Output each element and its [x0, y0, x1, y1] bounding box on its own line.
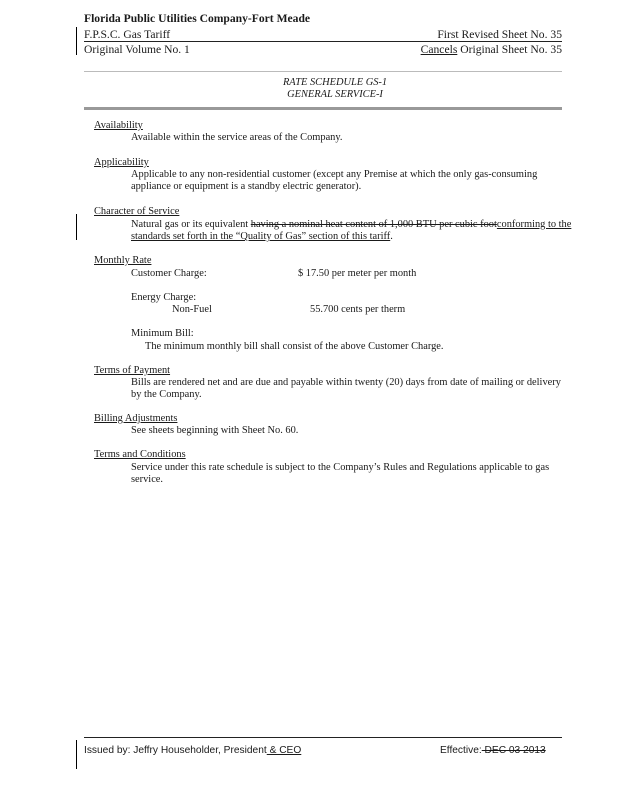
tariff-label: F.P.S.C. Gas Tariff [84, 28, 171, 41]
sheet-number: First Revised Sheet No. 35 [437, 28, 562, 41]
character-line2 [131, 230, 393, 243]
schedule-title: RATE SCHEDULE GS-1 [282, 77, 388, 88]
billing-adjustments-heading: Billing Adjustments [94, 413, 178, 424]
terms-conditions-line1: Service under this rate schedule is subject to the Company’s Rules and Regulations applicable to gas [131, 462, 550, 473]
character-inserted-text-2: standards set forth in the “Quality of Gas” section of this tariff [131, 231, 391, 242]
issued-by [84, 745, 301, 756]
availability-heading: Availability [94, 120, 143, 131]
terms-payment-heading: Terms of Payment [94, 365, 171, 376]
header-rule-thin [84, 71, 562, 72]
terms-payment-line2: by the Company. [131, 389, 202, 400]
terms-conditions-heading: Terms and Conditions [94, 449, 186, 460]
cancels-word: Cancels [420, 43, 458, 56]
revision-bar-header [76, 27, 77, 55]
applicability-heading: Applicability [94, 157, 149, 168]
schedule-subtitle: GENERAL SERVICE-I [287, 89, 383, 100]
issued-by-ceo: & CEO [266, 745, 302, 756]
customer-charge-label: Customer Charge: [131, 268, 207, 279]
minimum-bill-label: Minimum Bill: [131, 328, 194, 339]
character-struck-text: having a nominal heat content of 1,000 BTU per cubic foot [250, 219, 497, 230]
character-plain-text: Natural gas or its equivalent [131, 219, 251, 230]
character-line2-end: . [390, 231, 393, 242]
terms-payment-line1: Bills are rendered net and are due and payable within twenty (20) days from date of mailing or delivery [131, 377, 561, 388]
effective-label: Effective: [440, 745, 482, 756]
billing-adjustments-text: See sheets beginning with Sheet No. 60. [131, 425, 299, 436]
character-heading: Character of Service [94, 206, 180, 217]
non-fuel-value: 55.700 cents per therm [310, 304, 406, 315]
header-rule-thick [84, 107, 562, 110]
applicability-line2: appliance or equipment is a standby electric generator). [131, 181, 362, 192]
issued-by-text: Issued by: Jeffry Householder, President [84, 745, 267, 756]
energy-charge-label: Energy Charge: [131, 292, 197, 303]
revision-bar-footer [76, 740, 77, 769]
customer-charge-value: $ 17.50 per meter per month [298, 268, 417, 279]
monthly-rate-heading: Monthly Rate [94, 255, 152, 266]
minimum-bill-text: The minimum monthly bill shall consist of the above Customer Charge. [145, 341, 444, 352]
effective-date [440, 745, 546, 756]
applicability-line1: Applicable to any non-residential customer (except any Premise at which the only gas-consuming [131, 169, 538, 180]
cancels-sheet [360, 43, 562, 56]
effective-struck-date: DEC 03 2013 [481, 745, 546, 756]
company-name: Florida Public Utilities Company-Fort Meade [84, 12, 311, 25]
non-fuel-label: Non-Fuel [172, 304, 212, 315]
volume: Original Volume No. 1 [84, 43, 190, 56]
cancels-rest: Original Sheet No. 35 [460, 43, 562, 56]
terms-conditions-line2: service. [131, 474, 164, 485]
revision-bar-character [76, 214, 77, 240]
availability-text: Available within the service areas of the Company. [131, 132, 343, 143]
footer-rule [84, 737, 562, 738]
character-inserted-text: conforming to the [496, 219, 572, 230]
